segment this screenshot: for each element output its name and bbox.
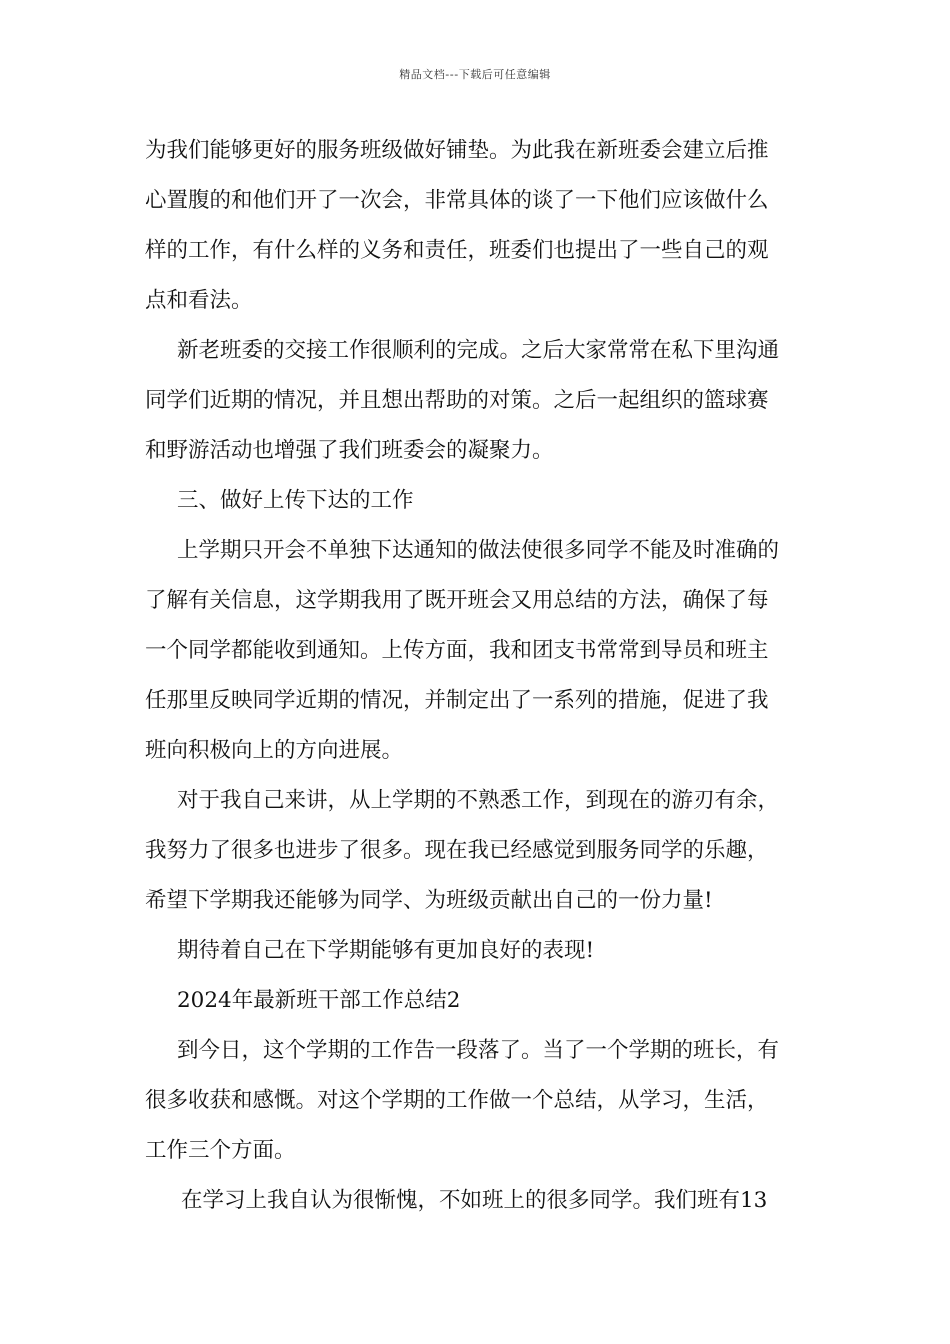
body-line: 心置腹的和他们开了一次会，非常具体的谈了一下他们应该做什么	[145, 188, 769, 213]
paragraph-line: 对于我自己来讲，从上学期的不熟悉工作，到现在的游刃有余，	[177, 788, 780, 813]
paragraph-line: 到今日，这个学期的工作告一段落了。当了一个学期的班长，有	[177, 1038, 780, 1063]
document-subtitle: 2024年最新班干部工作总结2	[177, 988, 461, 1013]
body-line: 班向积极向上的方向进展。	[145, 738, 404, 763]
body-line: 任那里反映同学近期的情况，并制定出了一系列的措施，促进了我	[145, 688, 769, 713]
body-line: 工作三个方面。	[145, 1138, 296, 1163]
body-line: 希望下学期我还能够为同学、为班级贡献出自己的一份力量!	[145, 888, 713, 913]
body-line: 了解有关信息，这学期我用了既开班会又用总结的方法，确保了每	[145, 588, 769, 613]
paragraph-line: 新老班委的交接工作很顺利的完成。之后大家常常在私下里沟通	[177, 338, 780, 363]
body-line: 同学们近期的情况，并且想出帮助的对策。之后一起组织的篮球赛	[145, 388, 769, 413]
body-line: 和野游活动也增强了我们班委会的凝聚力。	[145, 438, 554, 463]
body-line: 点和看法。	[145, 288, 253, 313]
body-line: 一个同学都能收到通知。上传方面，我和团支书常常到导员和班主	[145, 638, 769, 663]
paragraph-line: 上学期只开会不单独下达通知的做法使很多同学不能及时准确的	[177, 538, 780, 563]
body-line: 我努力了很多也进步了很多。现在我已经感觉到服务同学的乐趣，	[145, 838, 769, 863]
body-line: 很多收获和感慨。对这个学期的工作做一个总结，从学习，生活，	[145, 1088, 769, 1113]
body-line: 样的工作，有什么样的义务和责任，班委们也提出了一些自己的观	[145, 238, 769, 263]
body-line: 为我们能够更好的服务班级做好铺垫。为此我在新班委会建立后推	[145, 138, 769, 163]
paragraph-line: 期待着自己在下学期能够有更加良好的表现!	[177, 938, 595, 963]
page-header: 精品文档---下载后可任意编辑	[399, 68, 551, 81]
section-heading: 三、做好上传下达的工作	[177, 488, 414, 513]
paragraph-line: 在学习上我自认为很惭愧，不如班上的很多同学。我们班有13	[181, 1188, 768, 1213]
